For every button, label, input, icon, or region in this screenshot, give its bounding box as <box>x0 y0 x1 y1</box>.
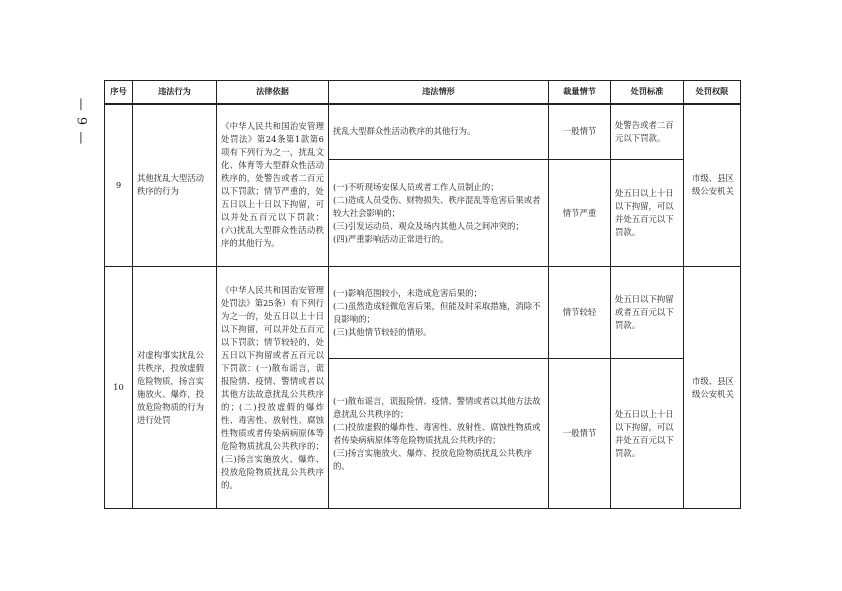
page-number-text: — 9 — <box>73 97 89 146</box>
situation-line: (一)影响范围较小，未造成危害后果的； <box>333 287 482 298</box>
situation-line: (四)严重影响活动正常进行的。 <box>333 233 449 244</box>
row-basis: 《中华人民共和国治安管理处罚法》第24条第1款第6项有下列行为之一，扰乱文化、体育等大型群众性活动秩序的，处警告或者二百元以下罚款；情节严重的，处五日以上十日以下拘留，可以并处五百元以下罚款：(六)扰乱大型群众性活动秩序的其他行为。 <box>217 104 329 267</box>
situation-line: (一)不听现场安保人员或者工作人员制止的； <box>333 181 499 192</box>
table-header-row <box>105 81 741 104</box>
row-act: 对虚构事实扰乱公共秩序，投放虚假危险物质，扬言实施放火、爆炸，投放危险物质的行为进行处罚 <box>133 267 217 509</box>
grade-cell: 一般情节 <box>549 359 611 509</box>
table-row <box>105 267 741 359</box>
situation-cell <box>329 160 549 267</box>
standard-cell: 处五日以上十日以下拘留，可以并处五百元以下罚款。 <box>611 160 684 267</box>
authority-cell: 市级、县区级公安机关 <box>684 104 741 267</box>
header-act: 违法行为 <box>133 81 217 104</box>
standard-cell: 处警告或者二百元以下罚款。 <box>611 104 684 160</box>
row-no: 10 <box>105 267 133 509</box>
situation-line: (二)造成人员受伤、财物损失、秩序混乱等危害后果或者较大社会影响的； <box>333 194 541 218</box>
header-basis: 法律依据 <box>217 81 329 104</box>
situation-line: (三)引发运动员、观众及场内其他人员之间冲突的； <box>333 220 524 231</box>
row-no: 9 <box>105 104 133 267</box>
grade-cell: 情节较轻 <box>549 267 611 359</box>
header-grade: 裁量情节 <box>549 81 611 104</box>
authority-cell: 市级、县区级公安机关 <box>684 267 741 509</box>
penalty-table <box>104 80 741 509</box>
standard-cell: 处五日以下拘留或者五百元以下罚款。 <box>611 267 684 359</box>
header-authority: 处罚权限 <box>684 81 741 104</box>
situation-cell <box>329 359 549 509</box>
header-situation: 违法情形 <box>329 81 549 104</box>
header-no: 序号 <box>105 81 133 104</box>
standard-cell: 处五日以上十日以下拘留，可以并处五百元以下罚款。 <box>611 359 684 509</box>
table-row <box>105 104 741 160</box>
situation-line: (三)扬言实施放火、爆炸、投放危险物质扰乱公共秩序的。 <box>333 447 533 471</box>
row-act: 其他扰乱大型活动秩序的行为 <box>133 104 217 267</box>
situation-cell <box>329 104 549 160</box>
situation-line: (三)其他情节较轻的情形。 <box>333 326 432 337</box>
situation-line: 扰乱大型群众性活动秩序的其他行为。 <box>333 126 476 137</box>
page-number <box>66 84 96 164</box>
situation-line: (二)投放虚假的爆炸性、毒害性、放射性、腐蚀性物质或者传染病病原体等危险物质扰乱公共秩序的； <box>333 421 541 445</box>
situation-cell <box>329 267 549 359</box>
situation-line: (一)散布谣言，谎报险情、疫情、警情或者以其他方法故意扰乱公共秩序的； <box>333 395 541 419</box>
grade-cell: 一般情节 <box>549 104 611 160</box>
grade-cell: 情节严重 <box>549 160 611 267</box>
row-basis: 《中华人民共和国治安管理处罚法》第25条）有下列行为之一的，处五日以上十日以下拘留，可以并处五百元以下罚款；情节较轻的，处五日以下拘留或者五百元以下罚款：(一)散布谣言，谎报险情、疫情、警情或者以其他方法故意扰乱公共秩序的；(二)投放虚假的爆炸性、毒害性、放射性、腐蚀性物质或者传染病病原体等危险物质扰乱公共秩序的；(三)扬言实施放火、爆炸、投放危险物质扰乱公共秩序的。 <box>217 267 329 509</box>
situation-line: (二)虽然造成轻微危害后果，但能及时采取措施，消除不良影响的； <box>333 300 541 324</box>
header-standard: 处罚标准 <box>611 81 684 104</box>
